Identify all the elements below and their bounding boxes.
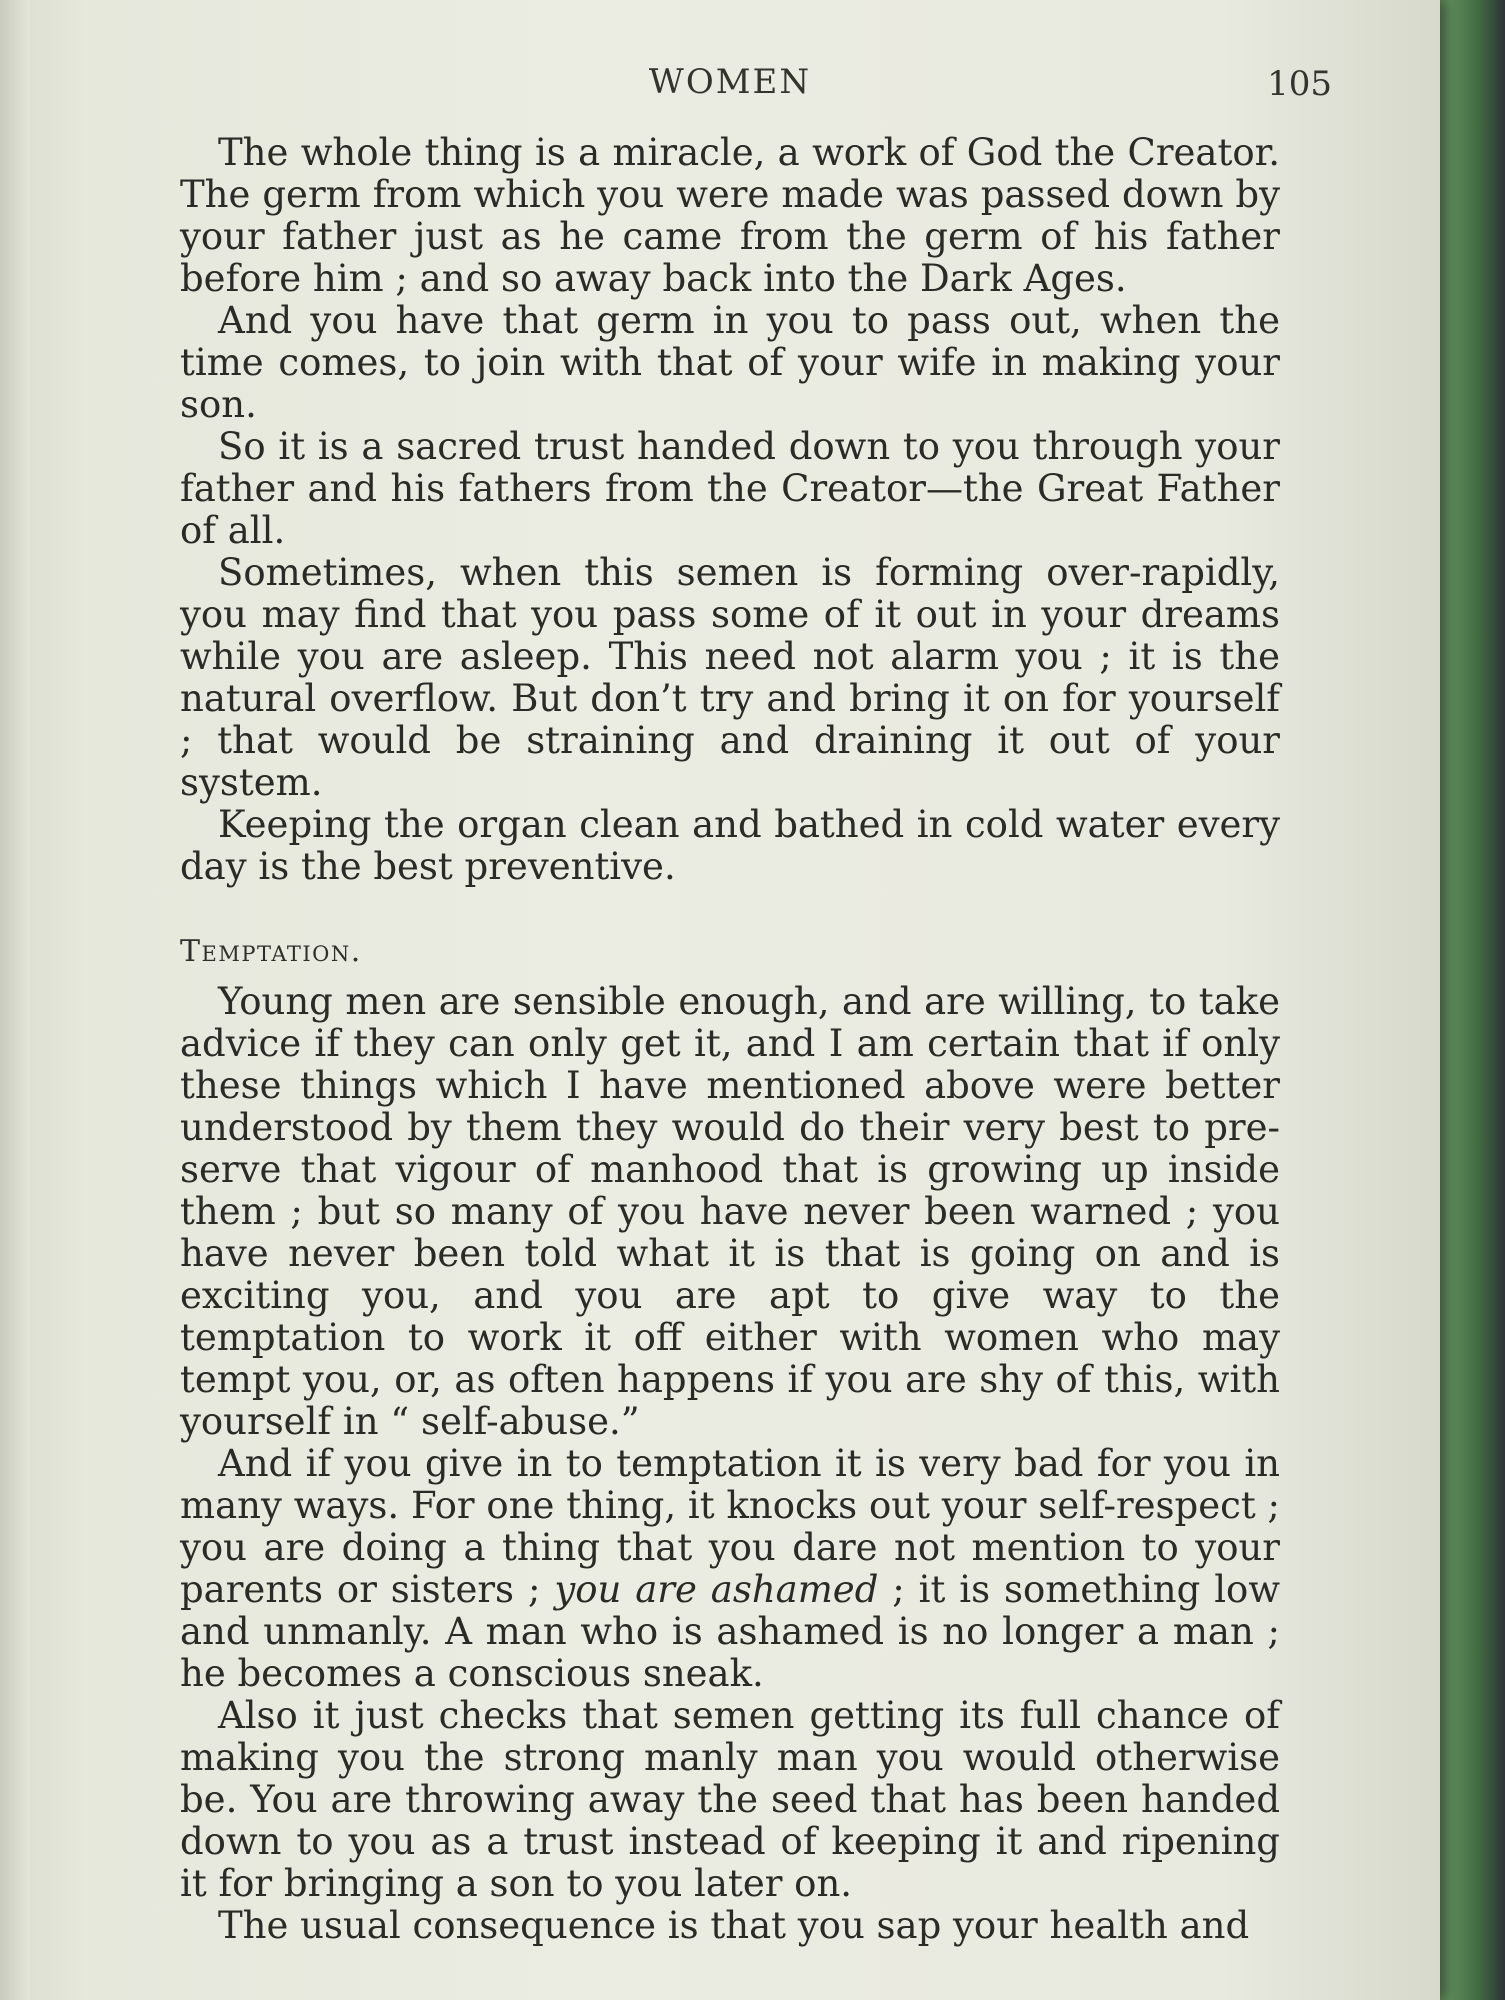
paragraph-overflow: Sometimes, when this semen is forming over-rapidly, you may find that you pass some of it out in your dreams while you are asleep. This need not alarm you ; it is the natural overflow. But don’t try and bring it on for yourself ; that would be straining and draining it out of your system. (180, 551, 1280, 804)
page-number: 105 (1267, 64, 1332, 104)
page-gutter (0, 0, 30, 2000)
temptation-text-before: And if you give in to temptation it is very bad for you in many ways. For one thing, it knocks out your self-respect ; you are doing a thing that you dare not mention to your parents or sisters ; (180, 1442, 1280, 1611)
temptation-text-after: ; it is something low and unmanly. A man who is ashamed is no longer a man ; he becomes a conscious sneak. (180, 1568, 1280, 1695)
paragraph-preventive: Keeping the organ clean and bathed in cold water every day is the best preventive. (180, 803, 1280, 888)
section-heading: Temptation. (180, 934, 362, 969)
paragraph-germ: And you have that germ in you to pass out, when the time comes, to join with that of your wife in making your son. (180, 299, 1280, 426)
page-text-block (180, 62, 1332, 1947)
paragraph-semen-checks: Also it just checks that semen getting its full chance of making you the strong manly man you would otherwise be. You are throwing away the seed that has been handed down to you as a trust instead of keeping it and ripening it for bringing a son to you later on. (180, 1694, 1280, 1905)
paragraph-miracle: The whole thing is a miracle, a work of God the Creator. The germ from which you were made was passed down by your father just as he came from the germ of his father before him ; and so away back into the Dark Ages. (180, 131, 1280, 300)
paragraph-young-men: Young men are sensible enough, and are willing, to take advice if they can only get it, and I am certain that if only these things which I have mentioned above were better understood by them they would do their very best to pre-serve that vigour of manhood that is growing up inside them ; but so many of you have never been warned ; you have never been told what it is that is going on and is exciting you, and you are apt to give way to the temptation to work it off either with women who may tempt you, or, as often happens if you are shy of this, with yourself in “ self-abuse.” (180, 980, 1280, 1443)
paragraph-sacred-trust: So it is a sacred trust handed down to you through your father and his fathers from the Creator—the Great Father of all. (180, 425, 1280, 552)
emphasis-ashamed: you are ashamed (554, 1568, 879, 1611)
paragraph-consequence: The usual consequence is that you sap your health and (218, 1904, 1250, 1947)
paragraph-temptation (180, 1443, 1280, 1695)
running-title: WOMEN (648, 62, 812, 102)
running-head (180, 62, 1332, 122)
